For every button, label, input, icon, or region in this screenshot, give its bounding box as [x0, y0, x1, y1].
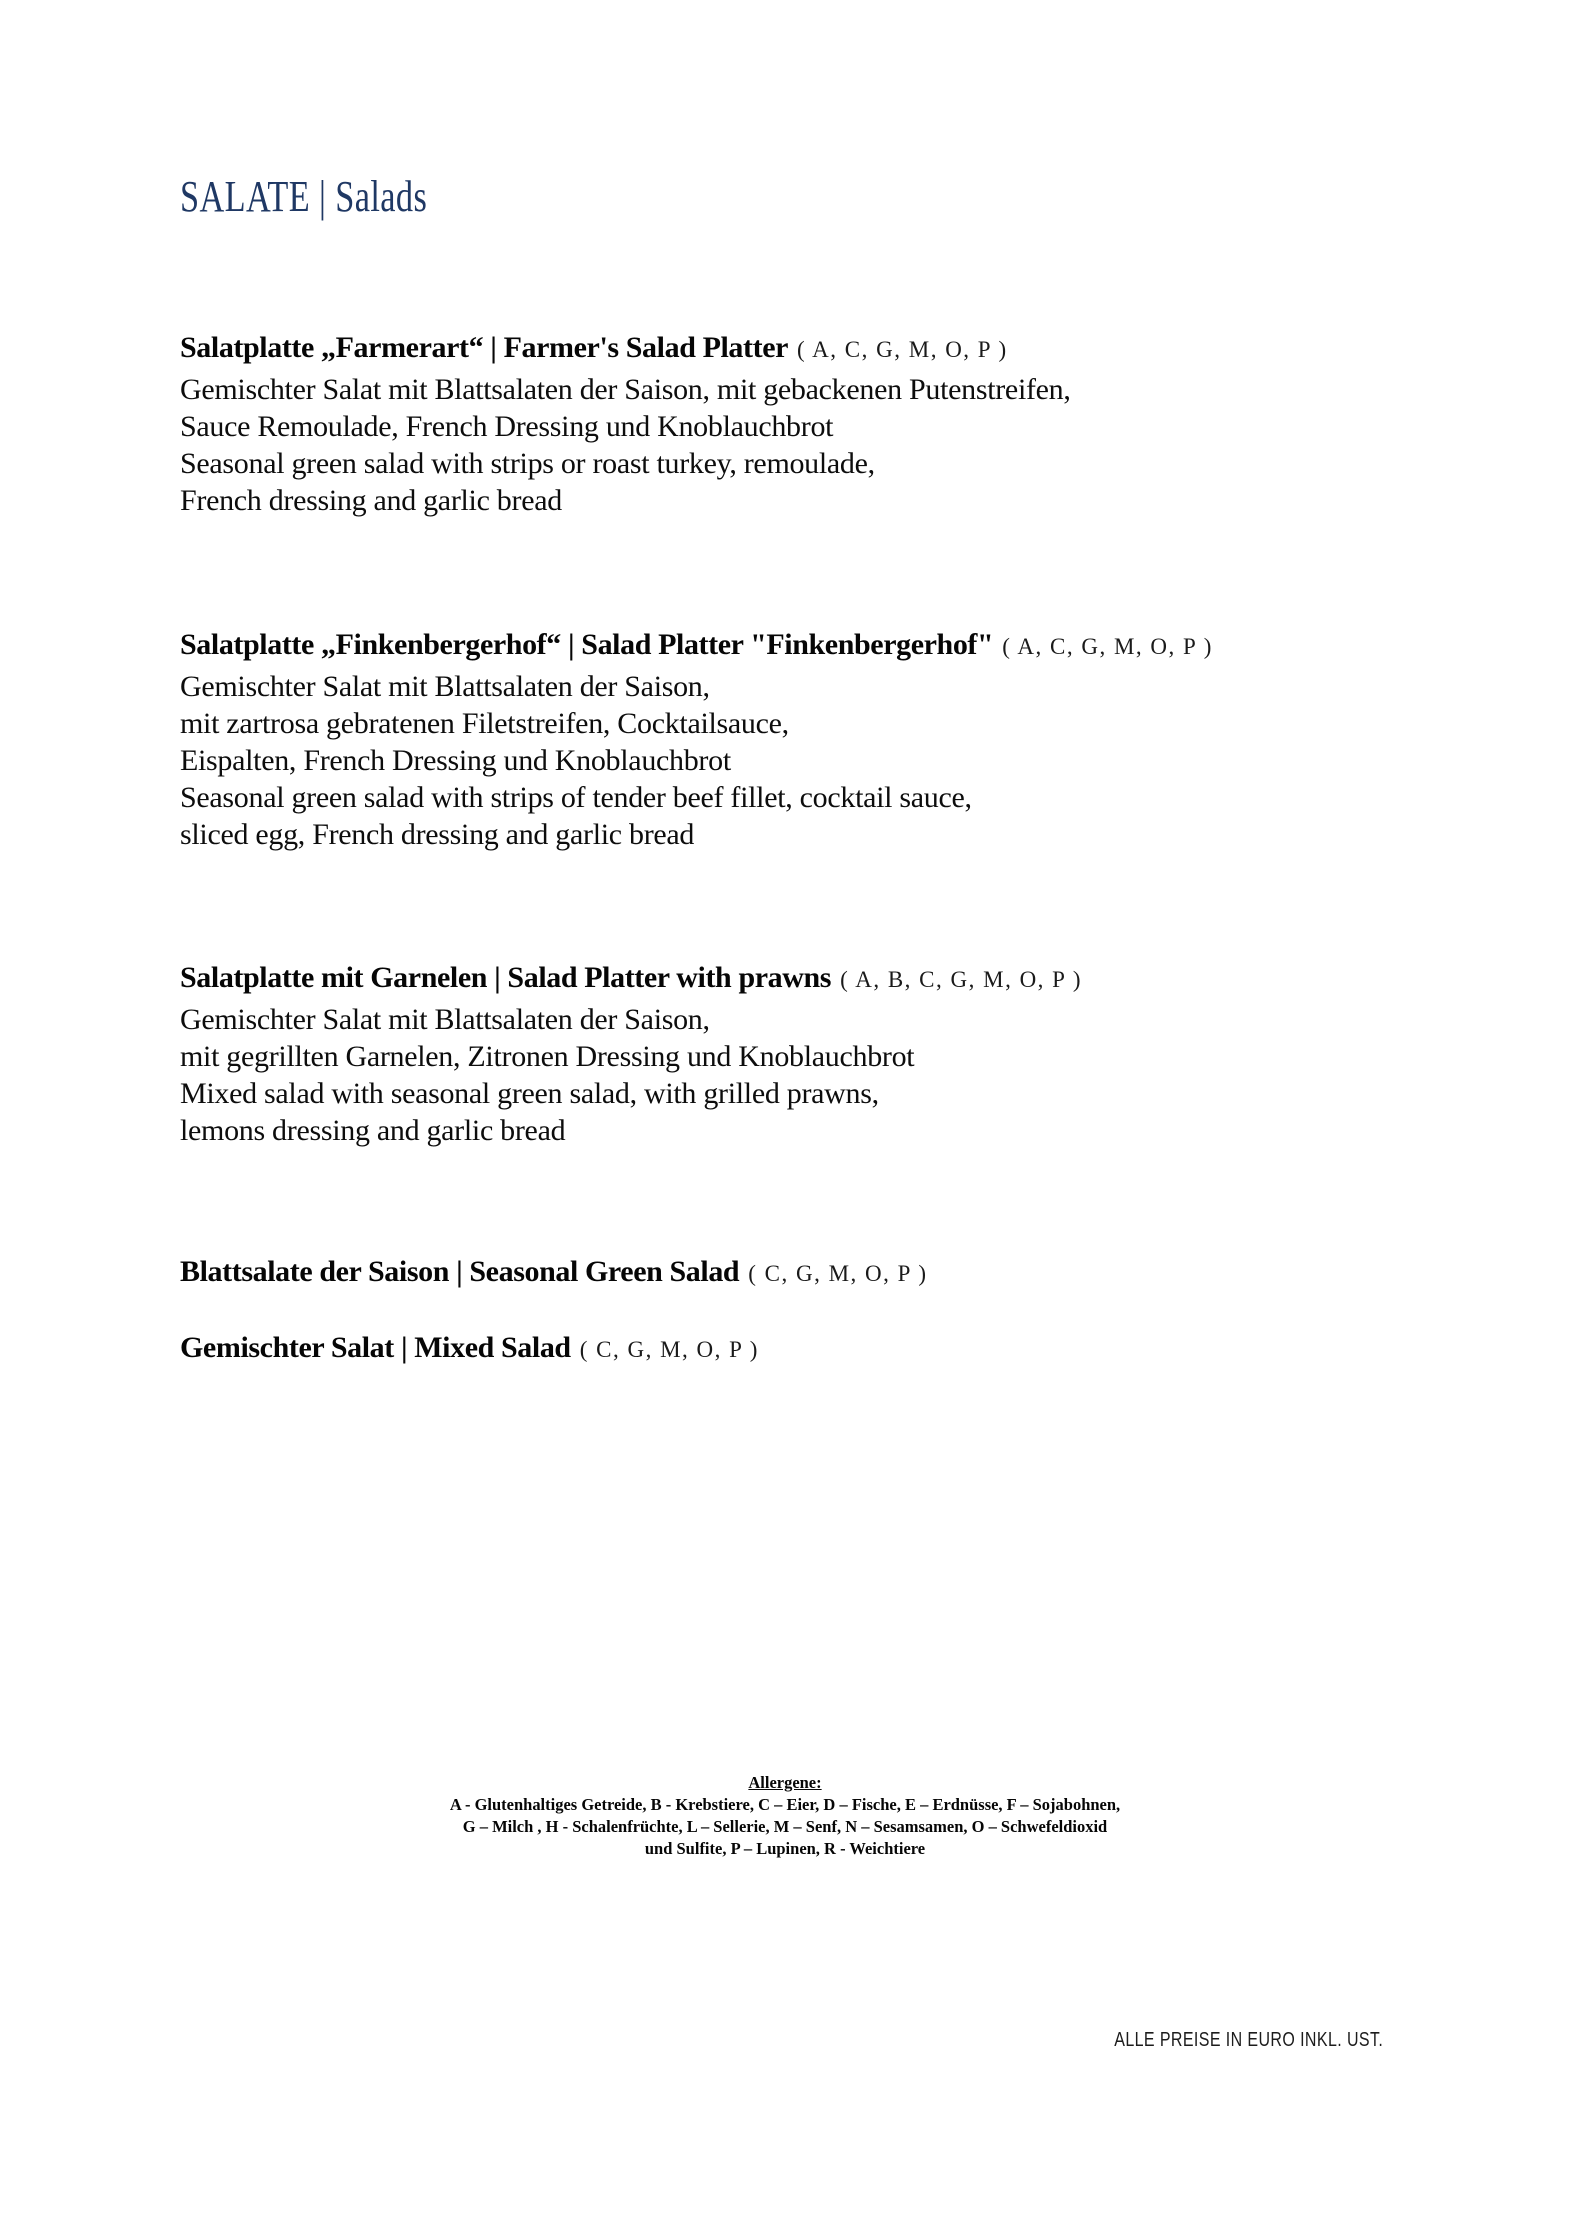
menu-item-description-line: sliced egg, French dressing and garlic bread: [180, 818, 695, 851]
menu-item-allergen-codes: ( A, C, G, M, O, P ): [1002, 634, 1213, 659]
menu-item-title: Salatplatte „Finkenbergerhof“ | Salad Platter "Finkenbergerhof": [180, 628, 994, 661]
menu-item-title-line: [180, 1329, 759, 1371]
menu-item-title-line: [180, 626, 1213, 668]
menu-item-gemischter-salat: [180, 1329, 759, 1371]
menu-item-description-line: Eispalten, French Dressing und Knoblauchbrot: [180, 744, 731, 777]
menu-item-farmerart: [180, 329, 1071, 519]
menu-item-allergen-codes: ( A, C, G, M, O, P ): [797, 337, 1008, 362]
menu-item-description-line: Mixed salad with seasonal green salad, with grilled prawns,: [180, 1077, 879, 1110]
menu-item-description-line: mit gegrillten Garnelen, Zitronen Dressing und Knoblauchbrot: [180, 1040, 915, 1073]
menu-item-description-line: Gemischter Salat mit Blattsalaten der Saison,: [180, 670, 710, 703]
menu-item-allergen-codes: ( C, G, M, O, P ): [579, 1337, 759, 1362]
menu-item-title-line: [180, 329, 1071, 371]
menu-item-title: Blattsalate der Saison | Seasonal Green Salad: [180, 1255, 740, 1288]
menu-item-title: Gemischter Salat | Mixed Salad: [180, 1331, 571, 1364]
menu-item-description-line: Seasonal green salad with strips of tender beef fillet, cocktail sauce,: [180, 781, 972, 814]
allergen-footnote-heading: Allergene:: [748, 1773, 822, 1792]
menu-item-title-line: [180, 1253, 928, 1295]
price-note: ALLE PREISE IN EURO INKL. UST.: [1114, 2029, 1383, 2051]
menu-item-description-line: Gemischter Salat mit Blattsalaten der Saison, mit gebackenen Putenstreifen,: [180, 373, 1071, 406]
page-title: SALATE | Salads: [180, 172, 428, 221]
menu-item-description-line: Gemischter Salat mit Blattsalaten der Saison,: [180, 1003, 710, 1036]
allergen-footnote-line: A - Glutenhaltiges Getreide, B - Krebstiere, C – Eier, D – Fische, E – Erdnüsse, F – Sojabohnen,: [449, 1795, 1121, 1814]
allergen-footnote: [24, 1772, 1547, 1860]
menu-item-title: Salatplatte mit Garnelen | Salad Platter with prawns: [180, 961, 832, 994]
allergen-footnote-line: G – Milch , H - Schalenfrüchte, L – Sellerie, M – Senf, N – Sesamsamen, O – Schwefeldioxid: [462, 1817, 1108, 1836]
menu-item-finkenbergerhof: [180, 626, 1213, 853]
menu-item-blattsalate: [180, 1253, 928, 1295]
menu-item-title: Salatplatte „Farmerart“ | Farmer's Salad Platter: [180, 331, 789, 364]
menu-item-allergen-codes: ( C, G, M, O, P ): [748, 1261, 928, 1286]
menu-item-description-line: lemons dressing and garlic bread: [180, 1114, 566, 1147]
menu-item-title-line: [180, 959, 1082, 1001]
menu-item-description-line: Seasonal green salad with strips or roast turkey, remoulade,: [180, 447, 875, 480]
menu-item-description-line: French dressing and garlic bread: [180, 484, 562, 517]
allergen-footnote-line: und Sulfite, P – Lupinen, R - Weichtiere: [644, 1839, 926, 1858]
menu-item-description-line: Sauce Remoulade, French Dressing und Knoblauchbrot: [180, 410, 834, 443]
menu-item-description-line: mit zartrosa gebratenen Filetstreifen, Cocktailsauce,: [180, 707, 789, 740]
menu-item-garnelen: [180, 959, 1082, 1149]
menu-item-allergen-codes: ( A, B, C, G, M, O, P ): [840, 967, 1083, 992]
